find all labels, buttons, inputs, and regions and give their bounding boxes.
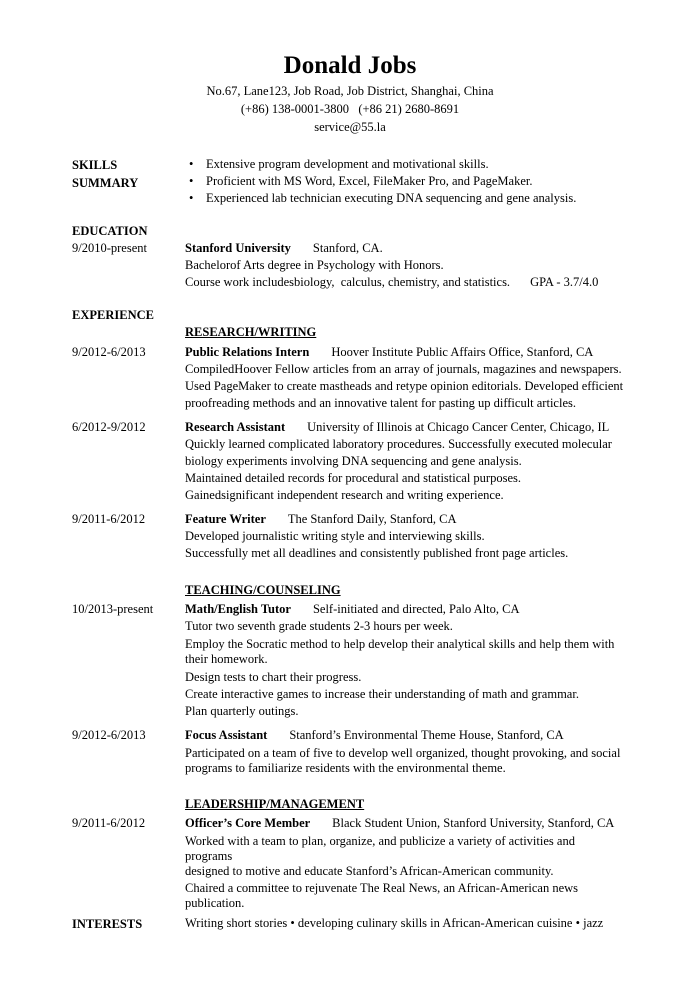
entry-date: 9/2012-6/2013 bbox=[72, 728, 146, 742]
job-org: The Stanford Daily, Stanford, CA bbox=[287, 512, 457, 526]
leadership-management-heading: LEADERSHIP/MANAGEMENT bbox=[185, 797, 365, 811]
school-location: Stanford, CA. bbox=[312, 241, 383, 255]
candidate-name: Donald Jobs bbox=[283, 52, 417, 79]
resume-header bbox=[0, 50, 700, 136]
skill-item: • Experienced lab technician executing DNA sequencing and gene analysis. bbox=[189, 190, 619, 207]
entry-line: Participated on a team of five to develop well organized, thought provoking, and social bbox=[185, 746, 621, 760]
entry-body bbox=[185, 727, 625, 776]
entry-line: their homework. bbox=[185, 652, 268, 666]
experience-label: EXPERIENCE bbox=[72, 308, 154, 322]
entry-body bbox=[185, 419, 625, 504]
interests-text: Writing short stories • developing culinary skills in African-American cuisine • jazz bbox=[185, 916, 604, 930]
skills-label: SKILLS SUMMARY bbox=[72, 158, 139, 190]
entry-line: designed to motive and educate Stanford’s African-American community. bbox=[185, 864, 554, 878]
gpa: GPA - 3.7/4.0 bbox=[530, 275, 599, 289]
job-title: Feature Writer bbox=[185, 512, 266, 526]
job-org: Hoover Institute Public Affairs Office, Stanford, CA bbox=[331, 345, 594, 359]
job-title: Public Relations Intern bbox=[185, 345, 310, 359]
entry-body bbox=[185, 601, 625, 720]
entry-body bbox=[185, 511, 625, 562]
entry-line: programs to familiarize residents with the environmental theme. bbox=[185, 761, 506, 775]
entry-line: Design tests to chart their progress. bbox=[185, 670, 362, 684]
coursework: Course work includesbiology, calculus, chemistry, and statistics. bbox=[185, 275, 511, 289]
entry-date: 9/2011-6/2012 bbox=[72, 512, 146, 526]
entry-line: Employ the Socratic method to help develop their analytical skills and help them with bbox=[185, 637, 615, 651]
job-title: Math/English Tutor bbox=[185, 602, 291, 616]
research-writing-heading: RESEARCH/WRITING bbox=[185, 325, 317, 339]
entry-line: CompiledHoover Fellow articles from an array of journals, magazines and newspapers. bbox=[185, 362, 622, 376]
entry-date: 6/2012-9/2012 bbox=[72, 420, 146, 434]
entry-line: Create interactive games to increase their understanding of math and grammar. bbox=[185, 687, 579, 701]
entry-line: Quickly learned complicated laboratory procedures. Successfully executed molecular bbox=[185, 437, 612, 451]
interests-label: INTERESTS bbox=[72, 917, 143, 931]
email: service@55.la bbox=[314, 120, 386, 134]
job-title: Focus Assistant bbox=[185, 728, 268, 742]
entry-date: 10/2013-present bbox=[72, 602, 154, 616]
entry-line: Chaired a committee to rejuvenate The Real News, an African-American news bbox=[185, 881, 579, 895]
entry-line: Used PageMaker to create mastheads and retype opinion editorials. Developed efficient bbox=[185, 379, 624, 393]
education-label: EDUCATION bbox=[72, 224, 148, 238]
entry-date: 9/2010-present bbox=[72, 241, 147, 255]
entry-line: proofreading methods and an innovative talent for pasting up difficult articles. bbox=[185, 396, 576, 410]
phone-numbers: (+86) 138-0001-3800 (+86 21) 2680-8691 bbox=[240, 102, 460, 116]
skill-item: • Proficient with MS Word, Excel, FileMaker Pro, and PageMaker. bbox=[189, 173, 619, 190]
degree: Bachelorof Arts degree in Psychology with Honors. bbox=[185, 258, 444, 272]
address: No.67, Lane123, Job Road, Job District, Shanghai, China bbox=[206, 84, 494, 98]
entry-line: Maintained detailed records for procedural and statistical purposes. bbox=[185, 471, 521, 485]
skills-list bbox=[189, 156, 619, 207]
entry-body bbox=[185, 240, 625, 291]
skill-item: • Extensive program development and motivational skills. bbox=[189, 156, 619, 173]
job-title: Research Assistant bbox=[185, 420, 286, 434]
entry-date: 9/2011-6/2012 bbox=[72, 816, 146, 830]
entry-line: Worked with a team to plan, organize, and publicize a variety of activities and programs bbox=[185, 834, 575, 863]
entry-line: Developed journalistic writing style and interviewing skills. bbox=[185, 529, 485, 543]
entry-body bbox=[185, 344, 625, 412]
entry-date: 9/2012-6/2013 bbox=[72, 345, 146, 359]
job-title: Officer’s Core Member bbox=[185, 816, 311, 830]
entry-line: Plan quarterly outings. bbox=[185, 704, 299, 718]
job-org: Black Student Union, Stanford University, Stanford, CA bbox=[332, 816, 615, 830]
entry-line: biology experiments involving DNA sequencing and gene analysis. bbox=[185, 454, 522, 468]
job-org: Self-initiated and directed, Palo Alto, CA bbox=[312, 602, 520, 616]
entry-line: Successfully met all deadlines and consistently published front page articles. bbox=[185, 546, 569, 560]
teaching-counseling-heading: TEACHING/COUNSELING bbox=[185, 583, 341, 597]
entry-line: Gainedsignificant independent research and writing experience. bbox=[185, 488, 504, 502]
entry-line: Tutor two seventh grade students 2-3 hours per week. bbox=[185, 619, 453, 633]
entry-line: publication. bbox=[185, 896, 245, 910]
school-name: Stanford University bbox=[185, 241, 291, 255]
job-org: University of Illinois at Chicago Cancer Center, Chicago, IL bbox=[307, 420, 610, 434]
job-org: Stanford’s Environmental Theme House, Stanford, CA bbox=[289, 728, 564, 742]
entry-body bbox=[185, 815, 625, 911]
